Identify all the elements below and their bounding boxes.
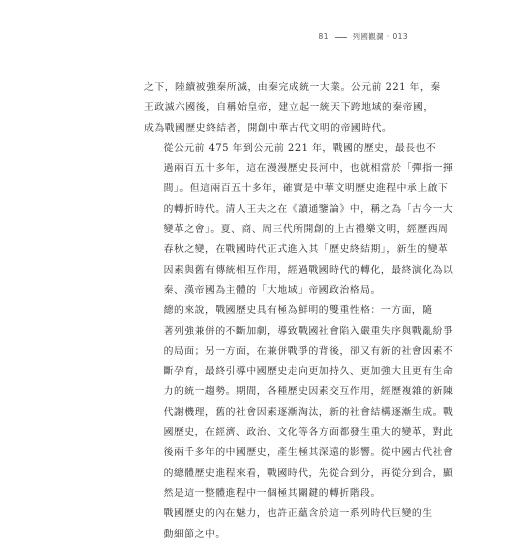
text-line: 然是這一整體進程中一個極其關鍵的轉折階段。: [163, 487, 381, 499]
text-line: 力的統一趨勢。期間，各種歷史因素交互作用，經歷複雜的新陳: [163, 386, 454, 398]
text-line: 後兩千多年的中國歷史，產生極其深遠的影響。從中國古代社會: [163, 447, 454, 459]
text-line: 著列強兼併的不斷加劇，導致戰國社會陷入嚴重失序與戰亂紛爭: [163, 325, 454, 337]
text-line: 變革之會」。夏、商、周三代所開創的上古禮樂文明，經歷西周: [163, 224, 449, 236]
page-number-left: 81: [318, 32, 329, 41]
text-line: 秦、漢帝國為主體的「大地域」帝國政治格局。: [163, 284, 381, 296]
text-line: 間」。但這兩百五十多年，確實是中華文明歷史進程中承上啟下: [163, 183, 449, 195]
body-text: [144, 78, 454, 545]
running-header: [319, 31, 408, 42]
text-line: 斷孕育，最終引導中國歷史走向更加持久、更加強大且更有生命: [163, 366, 454, 378]
header-divider: [335, 37, 347, 38]
paragraph-2: [144, 139, 454, 301]
text-line: 國歷史，在經濟、政治、文化等各方面都發生重大的變革，對此: [163, 427, 454, 439]
paragraph-4: [144, 504, 433, 545]
text-line: 從公元前 475 年到公元前 221 年，戰國的歷史，最長也不: [163, 142, 437, 154]
text-line: 因素與舊有傳統相互作用，經過戰國時代的轉化，最終演化為以: [163, 264, 454, 276]
text-line: 代謝機理，舊的社會因素逐漸淘汰，新的社會結構逐漸生成。戰: [163, 406, 454, 418]
text-line: 之下，陸續被強秦所滅，由秦完成統一大業。公元前 221 年，秦: [144, 82, 441, 93]
text-line: 春秋之變，在戰國時代正式進入其「歷史終結期」，新生的變革: [163, 244, 449, 256]
text-line: 總的來說，戰國歷史具有極為鮮明的雙重性格：一方面，隨: [163, 305, 433, 317]
text-line: 的局面；另一方面，在兼併戰爭的背後，卻又有新的社會因素不: [163, 345, 454, 357]
text-line: 王政滅六國後，自稱始皇帝，建立起一統天下跨地域的秦帝國，: [144, 102, 434, 114]
text-line: 的轉折時代。清人王夫之在《讀通鑒論》中，稱之為「古今一大: [163, 203, 454, 215]
text-line: 成為戰國歷史終結者，開創中華古代文明的帝國時代。: [144, 122, 393, 134]
paragraph-3: [144, 301, 454, 504]
page-number-right: 013: [392, 32, 408, 41]
text-line: 過兩百五十多年，這在漫漫歷史長河中，也就相當於「彈指一揮: [163, 163, 454, 175]
text-line: 的總體歷史進程來看，戰國時代，先從合到分，再從分到合，顯: [163, 467, 454, 479]
paragraph-1: [144, 78, 441, 139]
text-line: 動細節之中。: [163, 528, 226, 540]
title-dot: ·: [386, 32, 390, 41]
text-line: 戰國歷史的內在魅力，也許正蘊含於這一系列時代巨變的生: [163, 508, 433, 520]
running-title: 列國觀瀾: [352, 32, 385, 41]
